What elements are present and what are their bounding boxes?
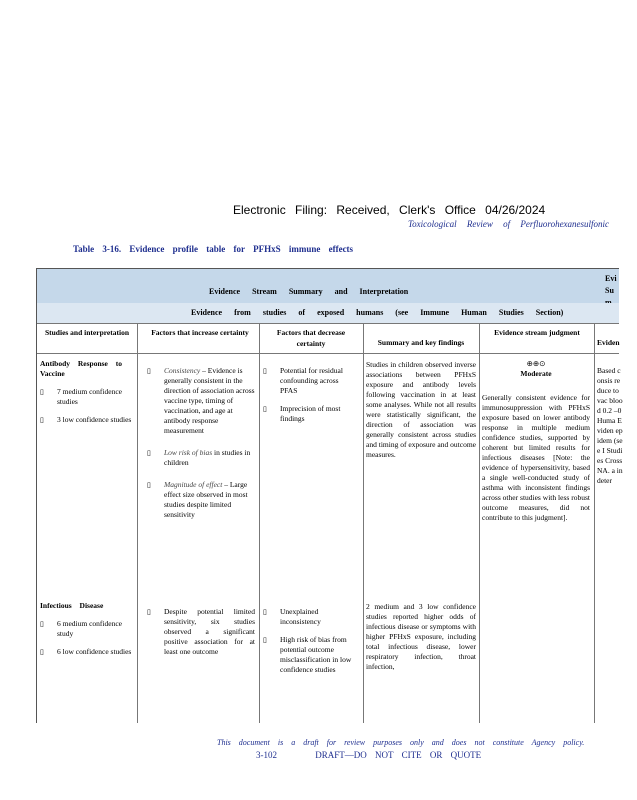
column-divider: [363, 323, 364, 723]
column-divider: [137, 323, 138, 723]
list-item: ▯ High risk of bias from potential outcome misclassification in low confidence studies: [263, 635, 357, 675]
row-antibody-response: [40, 359, 134, 433]
factor-label: Low risk of bias: [164, 448, 213, 457]
column-divider: [594, 323, 595, 723]
col-header-studies: Studies and interpretation: [44, 328, 130, 337]
col-header-decrease: Factors that decrease certainty: [276, 328, 346, 348]
document-header-title: Toxicological Review of Perfluorohexanesulfonic: [408, 219, 610, 229]
band-right-label: Evi Su: [605, 274, 617, 295]
factor-label: Magnitude of effect: [164, 480, 223, 489]
factor-label: Consistency: [164, 366, 201, 375]
evidence-integration-snippet: Based consis reduce to vac blood 0.2 –0 Huma Eviden epidem (see I Studies Cross NA. a indeter: [597, 366, 623, 485]
list-item: ▯ Potential for residual confounding across PFAS: [263, 366, 357, 396]
increase-certainty-row1: [147, 366, 255, 528]
judgment-level: Moderate: [520, 369, 552, 378]
decrease-certainty-row2: [263, 607, 357, 683]
header-rule: [37, 353, 619, 354]
list-item: ▯ Despite potential limited sensitivity, six studies observed a significant positive association for at least one outcome: [147, 607, 255, 657]
row-title: Antibody Response to Vaccine: [40, 359, 123, 378]
column-divider: [479, 323, 480, 723]
increase-certainty-row2: [147, 607, 255, 665]
factor-text: – Evidence is generally consistent in the direction of association across vaccine type, timing of vaccination, and age at antibody response measurement: [164, 366, 255, 435]
section-title: Evidence from studies of exposed humans (see Immune Human Studies Section): [191, 308, 564, 317]
list-item: ▯ Imprecision of most findings: [263, 404, 357, 424]
list-item: ▯ 7 medium confidence studies: [40, 387, 134, 407]
disclaimer: This document is a draft for review purposes only and does not constitute Agency policy.: [217, 738, 585, 747]
col-header-increase: Factors that increase certainty: [151, 328, 249, 337]
row-infectious-disease: [40, 601, 134, 665]
factor-text: in studies in children: [164, 448, 251, 467]
column-divider: [259, 323, 260, 723]
judgment-row1: [482, 359, 590, 523]
section-band: [37, 303, 619, 324]
evidence-profile-table: [36, 268, 623, 723]
page-number: 3-102: [256, 750, 277, 760]
list-item: [147, 448, 255, 468]
summary-row1: Studies in children observed inverse associations between PFHxS exposure and antibody levels following vaccination in at least some analyses. While not all results were statistically significant, the direction of association was generally consistent across studies and timing of exposure and outcome measures.: [366, 360, 476, 459]
summary-row2: 2 medium and 3 low confidence studies reported higher odds of infectious disease or symptoms with higher PFHxS exposure, including total infectious disease, lower respiratory infection, throat infection,: [366, 602, 476, 671]
page-footer: [256, 750, 481, 760]
col-header-judgment: Evidence stream judgment: [494, 328, 580, 337]
filing-stamp: Electronic Filing: Received, Clerk's Office 04/26/2024: [233, 203, 546, 217]
col-header-evidence: Eviden: [597, 338, 620, 347]
row-title: Infectious Disease: [40, 601, 104, 610]
list-item: ▯ 3 low confidence studies: [40, 415, 134, 425]
stream-summary-band: [37, 269, 619, 304]
list-item: [147, 480, 255, 520]
factor-text: – Large effect size observed in most studies despite limited sensitivity: [164, 480, 248, 519]
band-title: Evidence Stream Summary and Interpretation: [209, 287, 409, 296]
list-item: ▯ Unexplained inconsistency: [263, 607, 357, 627]
col-header-summary: Summary and key findings: [377, 338, 465, 347]
draft-notice: DRAFT—DO NOT CITE OR QUOTE: [315, 750, 482, 760]
table-title: Table 3-16. Evidence profile table for PFHxS immune effects: [73, 244, 354, 254]
list-item: [147, 366, 255, 436]
judgment-text: Generally consistent evidence for immunosuppression with PFHxS exposure based on lower antibody response in multiple medium confidence studies, supported by coherent but limited results for infectious diseases [Note: the evidence of hypersensitivity, based a single well-conducted study of asthma with inconsistent findings across other studies with less robust outcome measures, did not contribute to this judgment].: [482, 393, 590, 522]
list-item: ▯ 6 medium confidence study: [40, 619, 134, 639]
judgment-symbol: ⊕⊕⊙: [526, 359, 546, 368]
list-item: ▯ 6 low confidence studies: [40, 647, 134, 657]
decrease-certainty-row1: [263, 366, 357, 432]
